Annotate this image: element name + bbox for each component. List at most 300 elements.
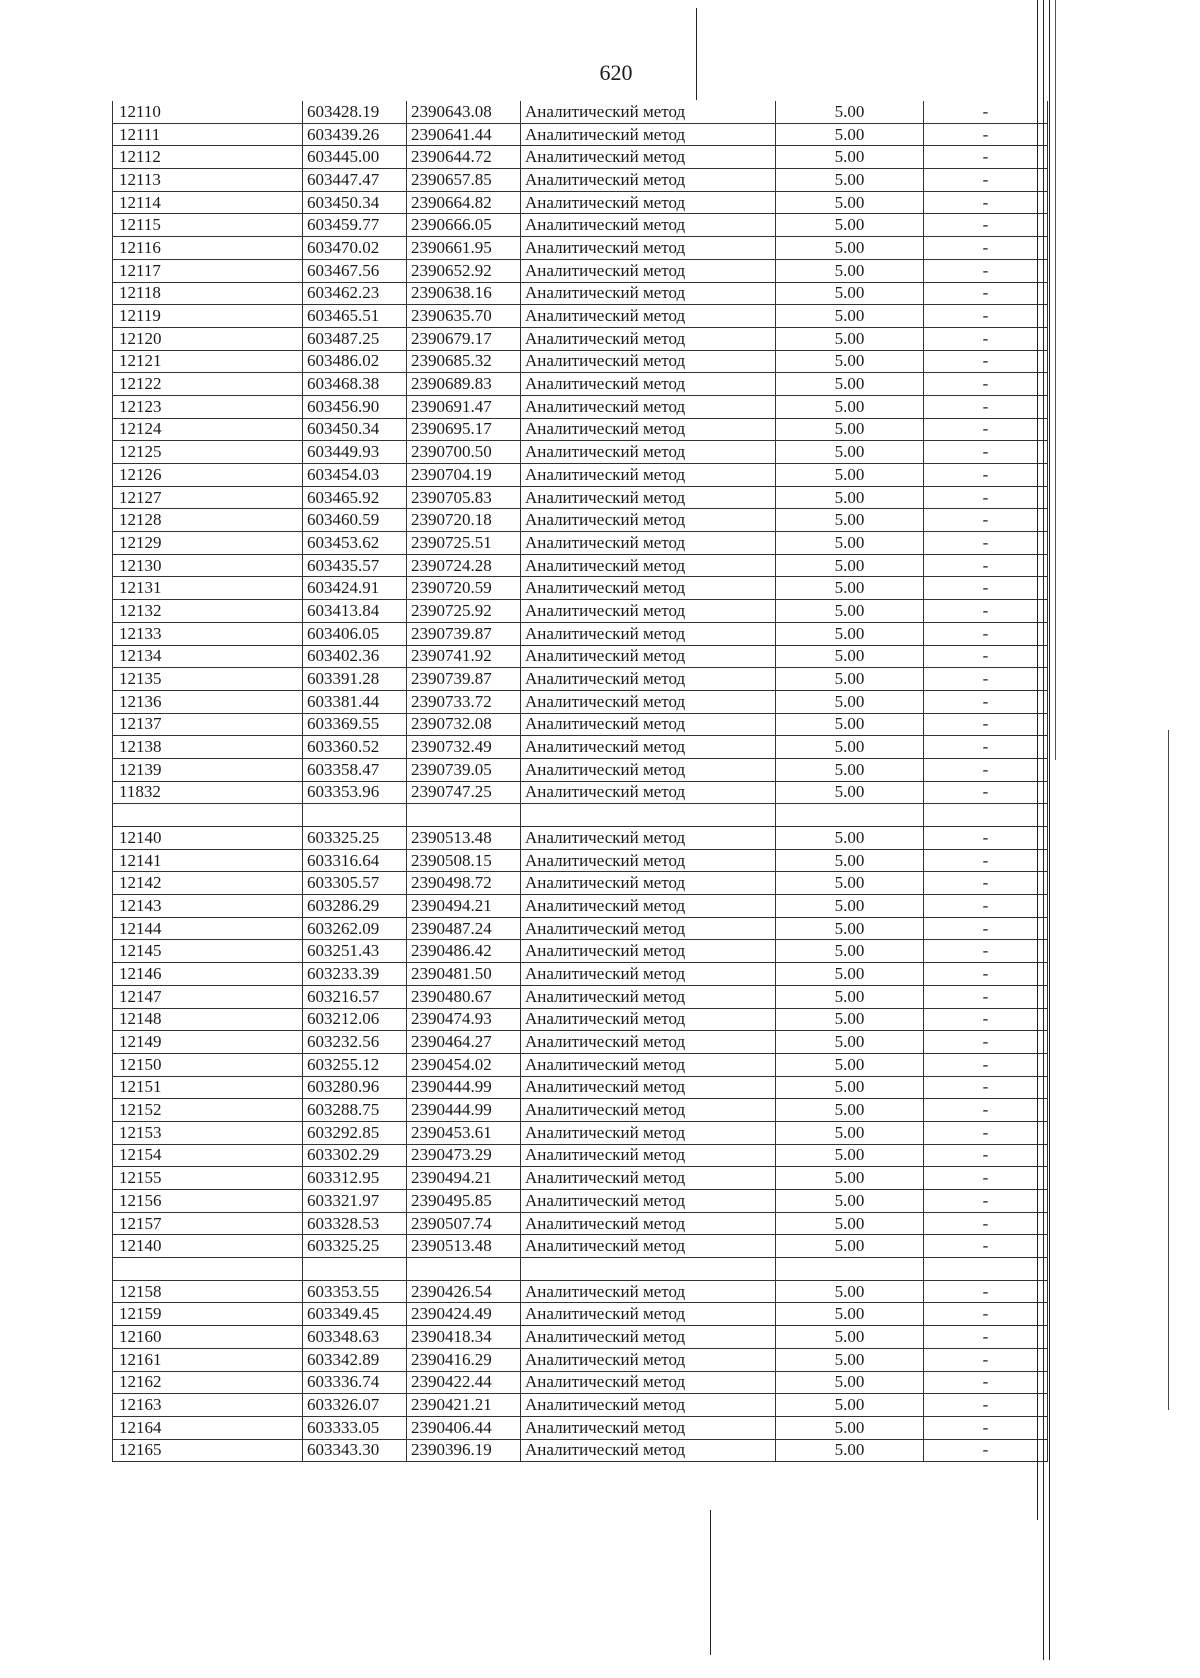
point-number-cell: 12119 (113, 305, 303, 328)
note-cell: - (924, 668, 1048, 691)
table-row (113, 849, 1048, 872)
note-cell: - (924, 554, 1048, 577)
accuracy-cell: 5.00 (776, 509, 924, 532)
x-coordinate-cell: 603381.44 (303, 690, 407, 713)
scan-line (1043, 0, 1044, 1660)
empty-cell (113, 1258, 303, 1281)
accuracy-cell: 5.00 (776, 827, 924, 850)
method-cell: Аналитический метод (521, 123, 776, 146)
note-cell: - (924, 169, 1048, 192)
table-row (113, 259, 1048, 282)
accuracy-cell: 5.00 (776, 1031, 924, 1054)
note-cell: - (924, 259, 1048, 282)
accuracy-cell: 5.00 (776, 917, 924, 940)
table-row (113, 1303, 1048, 1326)
table-row (113, 985, 1048, 1008)
accuracy-cell: 5.00 (776, 486, 924, 509)
table-row (113, 509, 1048, 532)
accuracy-cell: 5.00 (776, 123, 924, 146)
method-cell: Аналитический метод (521, 713, 776, 736)
method-cell: Аналитический метод (521, 554, 776, 577)
x-coordinate-cell: 603462.23 (303, 282, 407, 305)
point-number-cell: 12146 (113, 963, 303, 986)
note-cell: - (924, 1053, 1048, 1076)
method-cell: Аналитический метод (521, 486, 776, 509)
scan-line (1055, 0, 1056, 760)
note-cell: - (924, 1121, 1048, 1144)
note-cell: - (924, 1167, 1048, 1190)
table-row (113, 1326, 1048, 1349)
table-row (113, 418, 1048, 441)
x-coordinate-cell: 603358.47 (303, 758, 407, 781)
y-coordinate-cell: 2390486.42 (407, 940, 521, 963)
x-coordinate-cell: 603465.51 (303, 305, 407, 328)
method-cell: Аналитический метод (521, 282, 776, 305)
page-number: 620 (599, 60, 633, 85)
coordinates-table-body (113, 101, 1048, 1462)
method-cell: Аналитический метод (521, 1167, 776, 1190)
note-cell: - (924, 940, 1048, 963)
method-cell: Аналитический метод (521, 690, 776, 713)
y-coordinate-cell: 2390652.92 (407, 259, 521, 282)
method-cell: Аналитический метод (521, 758, 776, 781)
point-number-cell: 12153 (113, 1121, 303, 1144)
method-cell: Аналитический метод (521, 1371, 776, 1394)
note-cell: - (924, 1235, 1048, 1258)
y-coordinate-cell: 2390739.87 (407, 668, 521, 691)
table-row (113, 373, 1048, 396)
x-coordinate-cell: 603445.00 (303, 146, 407, 169)
accuracy-cell: 5.00 (776, 305, 924, 328)
x-coordinate-cell: 603456.90 (303, 395, 407, 418)
table-row (113, 123, 1048, 146)
accuracy-cell: 5.00 (776, 872, 924, 895)
point-number-cell: 12163 (113, 1394, 303, 1417)
method-cell: Аналитический метод (521, 327, 776, 350)
method-cell: Аналитический метод (521, 350, 776, 373)
method-cell: Аналитический метод (521, 985, 776, 1008)
note-cell: - (924, 418, 1048, 441)
table-row (113, 1031, 1048, 1054)
note-cell: - (924, 1394, 1048, 1417)
x-coordinate-cell: 603312.95 (303, 1167, 407, 1190)
x-coordinate-cell: 603460.59 (303, 509, 407, 532)
y-coordinate-cell: 2390657.85 (407, 169, 521, 192)
table-row (113, 146, 1048, 169)
y-coordinate-cell: 2390424.49 (407, 1303, 521, 1326)
x-coordinate-cell: 603428.19 (303, 101, 407, 123)
point-number-cell: 12120 (113, 327, 303, 350)
accuracy-cell: 5.00 (776, 1076, 924, 1099)
note-cell: - (924, 1348, 1048, 1371)
x-coordinate-cell: 603449.93 (303, 441, 407, 464)
method-cell: Аналитический метод (521, 1416, 776, 1439)
note-cell: - (924, 373, 1048, 396)
accuracy-cell: 5.00 (776, 849, 924, 872)
y-coordinate-cell: 2390495.85 (407, 1190, 521, 1213)
table-row (113, 827, 1048, 850)
y-coordinate-cell: 2390416.29 (407, 1348, 521, 1371)
point-number-cell: 12164 (113, 1416, 303, 1439)
empty-cell (776, 804, 924, 827)
point-number-cell: 12123 (113, 395, 303, 418)
point-number-cell: 12128 (113, 509, 303, 532)
y-coordinate-cell: 2390724.28 (407, 554, 521, 577)
point-number-cell: 12129 (113, 532, 303, 555)
accuracy-cell: 5.00 (776, 1190, 924, 1213)
method-cell: Аналитический метод (521, 622, 776, 645)
y-coordinate-cell: 2390481.50 (407, 963, 521, 986)
y-coordinate-cell: 2390732.49 (407, 736, 521, 759)
note-cell: - (924, 600, 1048, 623)
x-coordinate-cell: 603348.63 (303, 1326, 407, 1349)
x-coordinate-cell: 603328.53 (303, 1212, 407, 1235)
accuracy-cell: 5.00 (776, 214, 924, 237)
y-coordinate-cell: 2390635.70 (407, 305, 521, 328)
y-coordinate-cell: 2390704.19 (407, 464, 521, 487)
point-number-cell: 12117 (113, 259, 303, 282)
accuracy-cell: 5.00 (776, 373, 924, 396)
accuracy-cell: 5.00 (776, 1008, 924, 1031)
x-coordinate-cell: 603465.92 (303, 486, 407, 509)
point-number-cell: 12127 (113, 486, 303, 509)
point-number-cell: 12141 (113, 849, 303, 872)
x-coordinate-cell: 603325.25 (303, 827, 407, 850)
point-number-cell: 12145 (113, 940, 303, 963)
accuracy-cell: 5.00 (776, 758, 924, 781)
method-cell: Аналитический метод (521, 1031, 776, 1054)
method-cell: Аналитический метод (521, 509, 776, 532)
point-number-cell: 12140 (113, 1235, 303, 1258)
point-number-cell: 12111 (113, 123, 303, 146)
x-coordinate-cell: 603424.91 (303, 577, 407, 600)
method-cell: Аналитический метод (521, 146, 776, 169)
accuracy-cell: 5.00 (776, 464, 924, 487)
point-number-cell: 12116 (113, 237, 303, 260)
table-row (113, 1348, 1048, 1371)
x-coordinate-cell: 603280.96 (303, 1076, 407, 1099)
note-cell: - (924, 872, 1048, 895)
accuracy-cell: 5.00 (776, 690, 924, 713)
table-row (113, 214, 1048, 237)
table-row (113, 1371, 1048, 1394)
table-row (113, 486, 1048, 509)
x-coordinate-cell: 603286.29 (303, 895, 407, 918)
point-number-cell: 12121 (113, 350, 303, 373)
x-coordinate-cell: 603459.77 (303, 214, 407, 237)
method-cell: Аналитический метод (521, 1326, 776, 1349)
x-coordinate-cell: 603435.57 (303, 554, 407, 577)
empty-cell (407, 1258, 521, 1281)
accuracy-cell: 5.00 (776, 169, 924, 192)
x-coordinate-cell: 603262.09 (303, 917, 407, 940)
y-coordinate-cell: 2390641.44 (407, 123, 521, 146)
y-coordinate-cell: 2390464.27 (407, 1031, 521, 1054)
method-cell: Аналитический метод (521, 373, 776, 396)
method-cell: Аналитический метод (521, 895, 776, 918)
y-coordinate-cell: 2390725.51 (407, 532, 521, 555)
x-coordinate-cell: 603439.26 (303, 123, 407, 146)
note-cell: - (924, 464, 1048, 487)
x-coordinate-cell: 603321.97 (303, 1190, 407, 1213)
scan-line (710, 1510, 711, 1655)
scan-line (1037, 0, 1038, 1520)
x-coordinate-cell: 603343.30 (303, 1439, 407, 1462)
note-cell: - (924, 532, 1048, 555)
note-cell: - (924, 509, 1048, 532)
accuracy-cell: 5.00 (776, 1348, 924, 1371)
y-coordinate-cell: 2390741.92 (407, 645, 521, 668)
point-number-cell: 12140 (113, 827, 303, 850)
accuracy-cell: 5.00 (776, 1371, 924, 1394)
point-number-cell: 12137 (113, 713, 303, 736)
y-coordinate-cell: 2390454.02 (407, 1053, 521, 1076)
note-cell: - (924, 350, 1048, 373)
point-number-cell: 12155 (113, 1167, 303, 1190)
accuracy-cell: 5.00 (776, 895, 924, 918)
x-coordinate-cell: 603336.74 (303, 1371, 407, 1394)
point-number-cell: 12110 (113, 101, 303, 123)
method-cell: Аналитический метод (521, 917, 776, 940)
scan-line (696, 8, 697, 100)
accuracy-cell: 5.00 (776, 101, 924, 123)
note-cell: - (924, 758, 1048, 781)
y-coordinate-cell: 2390406.44 (407, 1416, 521, 1439)
table-row (113, 645, 1048, 668)
note-cell: - (924, 486, 1048, 509)
y-coordinate-cell: 2390494.21 (407, 1167, 521, 1190)
table-row (113, 350, 1048, 373)
x-coordinate-cell: 603292.85 (303, 1121, 407, 1144)
method-cell: Аналитический метод (521, 1212, 776, 1235)
method-cell: Аналитический метод (521, 872, 776, 895)
point-number-cell: 12115 (113, 214, 303, 237)
table-row (113, 690, 1048, 713)
point-number-cell: 11832 (113, 781, 303, 804)
method-cell: Аналитический метод (521, 305, 776, 328)
accuracy-cell: 5.00 (776, 736, 924, 759)
accuracy-cell: 5.00 (776, 600, 924, 623)
note-cell: - (924, 1326, 1048, 1349)
method-cell: Аналитический метод (521, 191, 776, 214)
x-coordinate-cell: 603406.05 (303, 622, 407, 645)
point-number-cell: 12113 (113, 169, 303, 192)
point-number-cell: 12147 (113, 985, 303, 1008)
x-coordinate-cell: 603233.39 (303, 963, 407, 986)
empty-cell (924, 1258, 1048, 1281)
y-coordinate-cell: 2390422.44 (407, 1371, 521, 1394)
note-cell: - (924, 1280, 1048, 1303)
point-number-cell: 12124 (113, 418, 303, 441)
note-cell: - (924, 1439, 1048, 1462)
y-coordinate-cell: 2390444.99 (407, 1076, 521, 1099)
table-row (113, 963, 1048, 986)
x-coordinate-cell: 603468.38 (303, 373, 407, 396)
method-cell: Аналитический метод (521, 1190, 776, 1213)
method-cell: Аналитический метод (521, 1235, 776, 1258)
table-row (113, 917, 1048, 940)
x-coordinate-cell: 603353.96 (303, 781, 407, 804)
note-cell: - (924, 282, 1048, 305)
table-row (113, 1008, 1048, 1031)
coordinates-table (112, 101, 1048, 1462)
point-number-cell: 12159 (113, 1303, 303, 1326)
accuracy-cell: 5.00 (776, 1121, 924, 1144)
note-cell: - (924, 1031, 1048, 1054)
x-coordinate-cell: 603487.25 (303, 327, 407, 350)
note-cell: - (924, 917, 1048, 940)
note-cell: - (924, 237, 1048, 260)
y-coordinate-cell: 2390689.83 (407, 373, 521, 396)
note-cell: - (924, 191, 1048, 214)
accuracy-cell: 5.00 (776, 1280, 924, 1303)
separator-row (113, 1258, 1048, 1281)
note-cell: - (924, 305, 1048, 328)
table-row (113, 282, 1048, 305)
note-cell: - (924, 963, 1048, 986)
y-coordinate-cell: 2390453.61 (407, 1121, 521, 1144)
point-number-cell: 12148 (113, 1008, 303, 1031)
y-coordinate-cell: 2390720.59 (407, 577, 521, 600)
point-number-cell: 12136 (113, 690, 303, 713)
point-number-cell: 12154 (113, 1144, 303, 1167)
note-cell: - (924, 1076, 1048, 1099)
accuracy-cell: 5.00 (776, 985, 924, 1008)
note-cell: - (924, 1190, 1048, 1213)
point-number-cell: 12160 (113, 1326, 303, 1349)
point-number-cell: 12122 (113, 373, 303, 396)
table-row (113, 1280, 1048, 1303)
x-coordinate-cell: 603486.02 (303, 350, 407, 373)
accuracy-cell: 5.00 (776, 554, 924, 577)
note-cell: - (924, 690, 1048, 713)
point-number-cell: 12156 (113, 1190, 303, 1213)
table-row (113, 1394, 1048, 1417)
point-number-cell: 12114 (113, 191, 303, 214)
table-row (113, 1099, 1048, 1122)
table-row (113, 713, 1048, 736)
x-coordinate-cell: 603360.52 (303, 736, 407, 759)
accuracy-cell: 5.00 (776, 1235, 924, 1258)
point-number-cell: 12142 (113, 872, 303, 895)
y-coordinate-cell: 2390739.87 (407, 622, 521, 645)
method-cell: Аналитический метод (521, 940, 776, 963)
x-coordinate-cell: 603342.89 (303, 1348, 407, 1371)
table-row (113, 622, 1048, 645)
table-row (113, 441, 1048, 464)
accuracy-cell: 5.00 (776, 1326, 924, 1349)
method-cell: Аналитический метод (521, 963, 776, 986)
method-cell: Аналитический метод (521, 441, 776, 464)
y-coordinate-cell: 2390507.74 (407, 1212, 521, 1235)
y-coordinate-cell: 2390679.17 (407, 327, 521, 350)
table-row (113, 1235, 1048, 1258)
note-cell: - (924, 1371, 1048, 1394)
table-row (113, 554, 1048, 577)
y-coordinate-cell: 2390426.54 (407, 1280, 521, 1303)
empty-cell (303, 804, 407, 827)
method-cell: Аналитический метод (521, 668, 776, 691)
x-coordinate-cell: 603232.56 (303, 1031, 407, 1054)
note-cell: - (924, 327, 1048, 350)
note-cell: - (924, 1144, 1048, 1167)
table-row (113, 940, 1048, 963)
point-number-cell: 12112 (113, 146, 303, 169)
note-cell: - (924, 441, 1048, 464)
method-cell: Аналитический метод (521, 1394, 776, 1417)
table-row (113, 1212, 1048, 1235)
accuracy-cell: 5.00 (776, 532, 924, 555)
y-coordinate-cell: 2390705.83 (407, 486, 521, 509)
method-cell: Аналитический метод (521, 1348, 776, 1371)
method-cell: Аналитический метод (521, 169, 776, 192)
point-number-cell: 12132 (113, 600, 303, 623)
accuracy-cell: 5.00 (776, 963, 924, 986)
point-number-cell: 12143 (113, 895, 303, 918)
accuracy-cell: 5.00 (776, 1167, 924, 1190)
accuracy-cell: 5.00 (776, 1099, 924, 1122)
note-cell: - (924, 622, 1048, 645)
note-cell: - (924, 781, 1048, 804)
x-coordinate-cell: 603470.02 (303, 237, 407, 260)
y-coordinate-cell: 2390418.34 (407, 1326, 521, 1349)
note-cell: - (924, 645, 1048, 668)
table-row (113, 668, 1048, 691)
accuracy-cell: 5.00 (776, 622, 924, 645)
method-cell: Аналитический метод (521, 1121, 776, 1144)
y-coordinate-cell: 2390747.25 (407, 781, 521, 804)
x-coordinate-cell: 603402.36 (303, 645, 407, 668)
point-number-cell: 12134 (113, 645, 303, 668)
method-cell: Аналитический метод (521, 827, 776, 850)
separator-row (113, 804, 1048, 827)
table-row (113, 1439, 1048, 1462)
note-cell: - (924, 1416, 1048, 1439)
x-coordinate-cell: 603212.06 (303, 1008, 407, 1031)
note-cell: - (924, 1303, 1048, 1326)
accuracy-cell: 5.00 (776, 1303, 924, 1326)
y-coordinate-cell: 2390498.72 (407, 872, 521, 895)
y-coordinate-cell: 2390732.08 (407, 713, 521, 736)
table-row (113, 1190, 1048, 1213)
point-number-cell: 12118 (113, 282, 303, 305)
point-number-cell: 12149 (113, 1031, 303, 1054)
accuracy-cell: 5.00 (776, 645, 924, 668)
note-cell: - (924, 577, 1048, 600)
y-coordinate-cell: 2390685.32 (407, 350, 521, 373)
table-row (113, 1167, 1048, 1190)
method-cell: Аналитический метод (521, 1303, 776, 1326)
y-coordinate-cell: 2390661.95 (407, 237, 521, 260)
note-cell: - (924, 1212, 1048, 1235)
accuracy-cell: 5.00 (776, 940, 924, 963)
x-coordinate-cell: 603325.25 (303, 1235, 407, 1258)
method-cell: Аналитический метод (521, 259, 776, 282)
accuracy-cell: 5.00 (776, 146, 924, 169)
x-coordinate-cell: 603413.84 (303, 600, 407, 623)
y-coordinate-cell: 2390396.19 (407, 1439, 521, 1462)
table-row (113, 1144, 1048, 1167)
x-coordinate-cell: 603454.03 (303, 464, 407, 487)
x-coordinate-cell: 603391.28 (303, 668, 407, 691)
empty-cell (521, 804, 776, 827)
x-coordinate-cell: 603349.45 (303, 1303, 407, 1326)
x-coordinate-cell: 603447.47 (303, 169, 407, 192)
accuracy-cell: 5.00 (776, 1053, 924, 1076)
y-coordinate-cell: 2390691.47 (407, 395, 521, 418)
note-cell: - (924, 736, 1048, 759)
empty-cell (113, 804, 303, 827)
